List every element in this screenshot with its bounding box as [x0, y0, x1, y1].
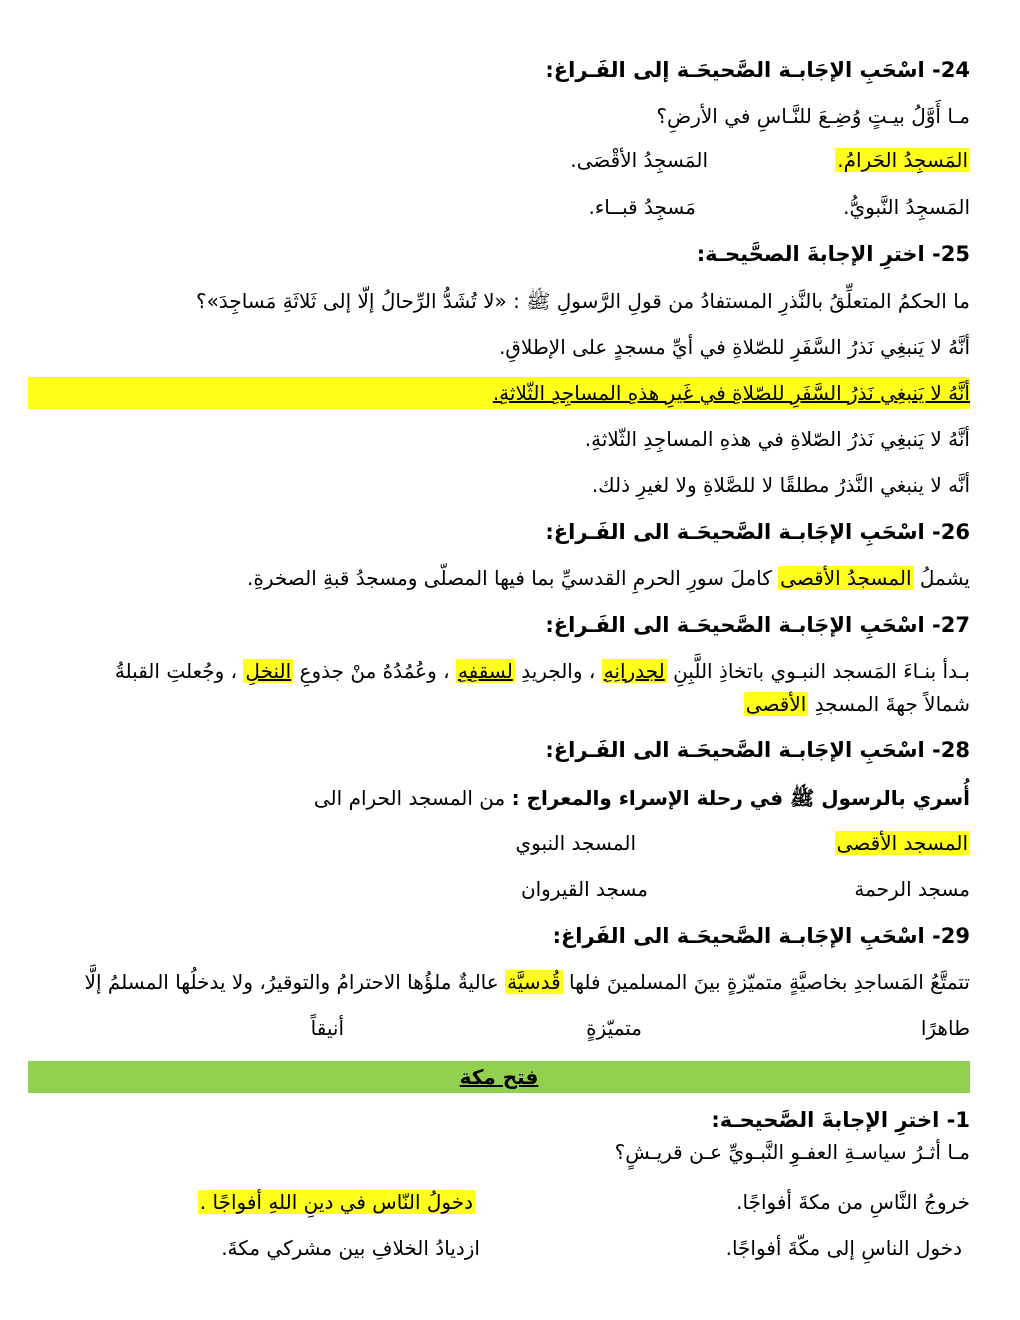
- q27-sentence-line2: [744, 688, 970, 720]
- q28-title: 28- اسْحَبِ الإجَابـة الصَّحيحَـة الى الفَـراغ:: [545, 738, 970, 762]
- q26-title: 26- اسْحَبِ الإجَابـة الصَّحيحَـة الى الفَـراغ:: [545, 520, 970, 544]
- s1-option-4[interactable]: ازديادُ الخلافِ بين مشركي مكةَ.: [221, 1236, 480, 1260]
- q29-option-3[interactable]: أنيقاً: [310, 1016, 344, 1040]
- q25-question: ما الحكمُ المتعلِّقُ بالنَّذرِ المستفادُ من قولِ الرَّسولِ ﷺ : «لا تُشَدُّ الرِّحالُ إلّا إلى ثَلاثَةِ مَساجِدَ»؟: [195, 289, 970, 313]
- q29-option-2[interactable]: متميّزةٍ: [586, 1016, 642, 1040]
- q24-option-1[interactable]: [835, 144, 970, 176]
- s1-option-3[interactable]: دخول الناسِ إلى مكّةَ أفواجًا.: [725, 1236, 962, 1260]
- q28-text-rest: من المسجد الحرام الى: [313, 786, 512, 810]
- q24-option-3[interactable]: المَسجِدُ النَّبويُّ.: [843, 195, 970, 219]
- q24-title: 24- اسْحَبِ الإجَابـة الصَّحيحَـة إلى الفَـراغ:: [545, 58, 970, 82]
- q26-text-pre: يشملُ: [913, 566, 970, 590]
- section-title: فتح مكة: [459, 1065, 539, 1089]
- q24-option-4[interactable]: مَسجِدُ قبــاء.: [588, 195, 696, 219]
- q27-sentence-line1: [115, 655, 970, 687]
- q24-question: مـا أَوَّلُ بيـتٍ وُضِـعَ للنَّـاسِ في الأرضِ؟: [656, 104, 970, 128]
- q28-option-1[interactable]: [835, 827, 970, 859]
- section-header-band: [28, 1061, 970, 1093]
- q29-sentence: [85, 966, 970, 998]
- q24-option-2[interactable]: المَسجِدُ الأقْصَى.: [570, 148, 708, 172]
- q25-option-2-text: أنَّهُ لا يَنبغِي نَذرُ السَّفَرِ للصّلاةِ في غَيرِ هذهِ المساجِدِ الثّلاثةِ.: [492, 381, 970, 405]
- q25-title: 25- اخترِ الإجابةَ الصحَّيحـة:: [696, 242, 970, 266]
- q27-answer-blank-4[interactable]: الأقصى: [745, 692, 807, 716]
- q27-answer-blank-2[interactable]: لسقفِهِ: [457, 659, 513, 683]
- q27-text-3: ، وعُمُدُهُ منْ جذوعِ: [293, 659, 456, 683]
- q25-option-2[interactable]: [493, 377, 970, 409]
- q28-option-2[interactable]: المسجد النبوي: [515, 831, 636, 855]
- q27-text-5: شمالاً جهةَ المسجدِ: [808, 692, 970, 716]
- q27-text-1: بـدأ بنـاءَ المَسجد النبـوي باتخاذِ اللَّبِنِ: [666, 659, 970, 683]
- s1-option-1[interactable]: خروجُ النَّاسِ من مكةَ أفواجًا.: [736, 1190, 970, 1214]
- q29-option-1[interactable]: طاهرًا: [920, 1016, 970, 1040]
- q28-option-1-text: المسجد الأقصى: [836, 831, 968, 855]
- q28-text-bold: أُسري بالرسول ﷺ في رحلة الإسراء والمعراج :: [511, 786, 970, 810]
- q27-text-2: ، والجريدِ: [514, 659, 602, 683]
- q26-answer-blank[interactable]: المسجدُ الأقصى: [780, 566, 912, 590]
- s1-option-2-text: دخولُ النّاس في دينِ اللهِ أفواجًا .: [199, 1190, 473, 1214]
- q28-option-4[interactable]: مسجد القيروان: [520, 877, 648, 901]
- q29-answer-blank[interactable]: قُدسيَّة: [507, 970, 561, 994]
- s1-option-2[interactable]: [198, 1186, 475, 1218]
- q26-text-post: كاملَ سورِ الحرمِ القدسيِّ بما فيها المصلّى ومسجدُ قبةِ الصخرةِ.: [246, 566, 779, 590]
- q28-option-3[interactable]: مسجد الرحمة: [854, 877, 970, 901]
- s1-question: مـا أثـرُ سياسـةِ العفـوِ النَّبـويِّ عـن قريـشٍ؟: [614, 1140, 970, 1164]
- q26-sentence: [247, 562, 970, 594]
- q24-option-1-text: المَسجِدُ الحَرامُ.: [837, 148, 968, 172]
- q25-option-1[interactable]: أنَّهُ لا يَنبغِي نَذرُ السَّفَرِ للصّلاةِ في أيِّ مسجدٍ على الإطلاقِ.: [499, 335, 970, 359]
- q29-text-post: عاليةٌ ملؤُها الاحترامُ والتوقيرُ، ولا يدخلُها المسلمُ إلَّا: [84, 970, 506, 994]
- q27-answer-blank-3[interactable]: النخلِ: [245, 659, 292, 683]
- s1-title: 1- اخترِ الإجابةَ الصَّحيحـة:: [711, 1108, 970, 1132]
- q28-sentence: [314, 782, 970, 814]
- q29-title: 29- اسْحَبِ الإجَابـة الصَّحيحَـة الى الفَراغ:: [552, 924, 970, 948]
- q29-text-pre: تتمتَّعُ المَساجدِ بخاصيَّةٍ متميّزةٍ بينَ المسلمينَ فلها: [562, 970, 970, 994]
- q27-text-4: ، وجُعلتِ القبلةُ: [114, 659, 244, 683]
- q25-option-4[interactable]: أنَّه لا ينبغي النَّذرُ مطلقًا لا للصَّلاةِ ولا لغيرِ ذلك.: [591, 473, 970, 497]
- q27-answer-blank-1[interactable]: لجدرانِهِ: [603, 659, 665, 683]
- q25-option-3[interactable]: أنَّهُ لا يَنبغِي نَذرُ الصّلاةِ في هذهِ المساجِدِ الثّلاثةِ.: [584, 427, 970, 451]
- q27-title: 27- اسْحَبِ الإجَابـة الصَّحيحَـة الى الفَـراغ:: [545, 613, 970, 637]
